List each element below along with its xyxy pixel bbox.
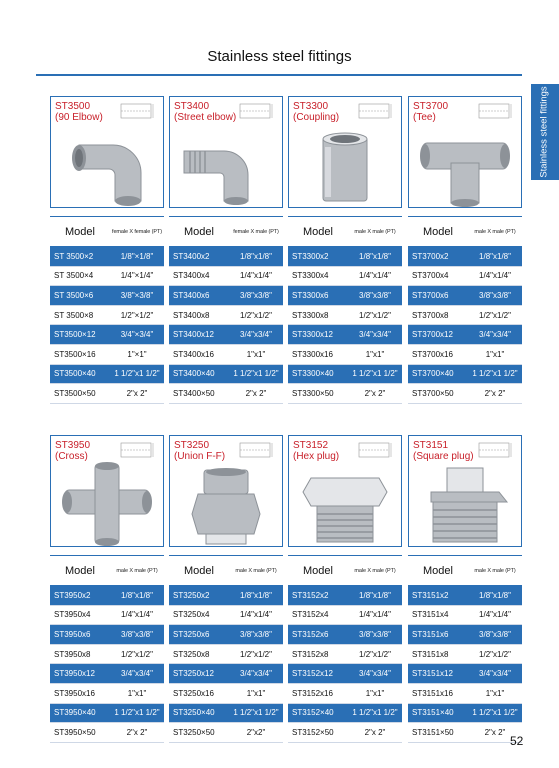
model-cell: ST3152x16	[292, 688, 333, 698]
table-row	[169, 625, 283, 645]
table-row	[50, 267, 164, 287]
type-header: male X male (PT)	[354, 228, 396, 235]
size-cell: 1 1/2"x1 1/2"	[114, 369, 160, 379]
model-cell: ST3250×50	[173, 727, 215, 737]
model-header: Model	[184, 564, 214, 577]
product-code-label	[174, 440, 225, 462]
table-row	[288, 365, 402, 385]
size-cell: 3/4"x3/4"	[479, 669, 511, 679]
size-cell: 3/4"x3/4"	[240, 669, 272, 679]
size-table	[288, 555, 402, 743]
model-cell: ST3300x12	[292, 330, 333, 340]
table-row	[50, 684, 164, 704]
table-row	[288, 625, 402, 645]
model-cell: ST3400x16	[173, 349, 214, 359]
product-code: ST3950	[55, 440, 91, 451]
table-row	[50, 586, 164, 606]
table-row	[169, 286, 283, 306]
model-cell: ST3950×50	[54, 727, 96, 737]
cross-icon	[51, 454, 163, 547]
model-header: Model	[423, 225, 453, 238]
model-cell: ST3950x2	[54, 590, 91, 600]
product-code: ST3250	[174, 440, 210, 451]
table-header	[288, 217, 402, 247]
size-cell: 1/2"x1/2"	[240, 310, 272, 320]
size-cell: 3/8"x3/8"	[359, 290, 391, 300]
model-cell: ST3300×50	[292, 388, 334, 398]
table-row	[50, 664, 164, 684]
model-cell: ST3950x8	[54, 649, 91, 659]
size-cell: 3/8"x3/8"	[359, 629, 391, 639]
size-cell: 1"×1"	[127, 349, 147, 359]
table-row	[288, 684, 402, 704]
table-row	[408, 704, 522, 724]
table-header	[408, 556, 522, 586]
table-row	[408, 267, 522, 287]
table-row	[288, 586, 402, 606]
model-cell: ST3400x2	[173, 251, 210, 261]
model-cell: ST3250x6	[173, 629, 210, 639]
model-cell: ST3152x12	[292, 669, 333, 679]
model-cell: ST3250x12	[173, 669, 214, 679]
size-cell: 1 1/2"x1 1/2"	[352, 708, 398, 718]
size-cell: 1"x1"	[365, 349, 385, 359]
size-cell: 1/4"x1/4"	[479, 610, 511, 620]
size-cell: 1/4"x1/4"	[240, 271, 272, 281]
size-cell: 1/4"x1/4"	[479, 271, 511, 281]
size-cell: 3/8"x3/8"	[240, 290, 272, 300]
table-row	[288, 645, 402, 665]
table-row	[169, 306, 283, 326]
type-header: female X male (PT)	[233, 228, 279, 235]
model-cell: ST3950×40	[54, 708, 96, 718]
model-cell: ST3250x16	[173, 688, 214, 698]
model-cell: ST3151x4	[412, 610, 449, 620]
model-cell: ST3700×40	[412, 369, 454, 379]
product-subtitle: (Square plug)	[413, 451, 474, 462]
size-cell: 1/2"x1/2"	[359, 649, 391, 659]
model-cell: ST3152x2	[292, 590, 329, 600]
table-row	[288, 723, 402, 743]
size-cell: 1/8"x1/8"	[359, 251, 391, 261]
table-row	[408, 645, 522, 665]
size-table	[408, 216, 522, 404]
size-cell: 1"x1"	[365, 688, 385, 698]
model-cell: ST3400x12	[173, 330, 214, 340]
size-cell: 1/2"x1/2"	[359, 310, 391, 320]
model-cell: ST3152×50	[292, 727, 334, 737]
model-cell: ST3500×40	[54, 369, 96, 379]
street-elbow-icon	[170, 115, 282, 208]
size-cell: 1 1/2"x1 1/2"	[114, 708, 160, 718]
model-cell: ST3300x4	[292, 271, 329, 281]
table-row	[408, 606, 522, 626]
size-cell: 2"x2"	[246, 727, 266, 737]
product-subtitle: (Tee)	[413, 112, 436, 123]
model-cell: ST3700×50	[412, 388, 454, 398]
size-cell: 1/8"x1/8"	[121, 590, 153, 600]
size-cell: 1 1/2"x1 1/2"	[472, 708, 518, 718]
size-cell: 1/4"×1/4"	[120, 271, 154, 281]
size-cell: 1/8"x1/8"	[240, 590, 272, 600]
model-cell: ST3250x4	[173, 610, 210, 620]
table-row	[169, 645, 283, 665]
table-row	[50, 606, 164, 626]
product-card	[169, 435, 283, 547]
model-cell: ST3300x16	[292, 349, 333, 359]
size-cell: 3/4"×3/4"	[120, 330, 154, 340]
table-row	[408, 306, 522, 326]
table-row	[169, 664, 283, 684]
title-divider	[36, 74, 522, 76]
model-cell: ST3300x2	[292, 251, 329, 261]
table-row	[169, 384, 283, 404]
size-cell: 1 1/2"x1 1/2"	[472, 369, 518, 379]
size-cell: 2"x 2"	[364, 388, 386, 398]
size-cell: 1"x1"	[246, 349, 266, 359]
product-subtitle: (Union F-F)	[174, 451, 226, 462]
model-cell: ST3400×50	[173, 388, 215, 398]
model-cell: ST3400x8	[173, 310, 210, 320]
product-card	[50, 96, 164, 208]
table-row	[50, 704, 164, 724]
table-row	[288, 267, 402, 287]
table-row	[408, 286, 522, 306]
type-header: male X male (PT)	[235, 567, 277, 574]
model-cell: ST 3500×4	[54, 271, 94, 281]
table-row	[50, 384, 164, 404]
model-cell: ST 3500×2	[54, 251, 94, 261]
tee-icon	[409, 115, 521, 208]
model-cell: ST3500×12	[54, 330, 96, 340]
product-card	[169, 96, 283, 208]
table-header	[50, 556, 164, 586]
size-cell: 3/8"x3/8"	[240, 629, 272, 639]
size-cell: 1/4"x1/4"	[240, 610, 272, 620]
model-cell: ST 3500×8	[54, 310, 94, 320]
table-row	[288, 606, 402, 626]
elbow-90-icon	[51, 115, 163, 208]
model-cell: ST3700x16	[412, 349, 453, 359]
table-row	[50, 365, 164, 385]
model-cell: ST3950x12	[54, 669, 95, 679]
model-header: Model	[303, 564, 333, 577]
size-cell: 1/8"×1/8"	[120, 251, 154, 261]
table-row	[288, 384, 402, 404]
page-title: Stainless steel fittings	[207, 48, 352, 65]
size-cell: 1/2"x1/2"	[479, 310, 511, 320]
table-row	[169, 723, 283, 743]
model-header: Model	[423, 564, 453, 577]
table-row	[169, 365, 283, 385]
product-card	[50, 435, 164, 547]
model-cell: ST3300x6	[292, 290, 329, 300]
type-header: male X male (PT)	[474, 567, 516, 574]
size-cell: 3/4"x3/4"	[240, 330, 272, 340]
size-cell: 1"x1"	[485, 349, 505, 359]
model-cell: ST3700x8	[412, 310, 449, 320]
square-plug-icon	[409, 454, 521, 547]
table-row	[50, 247, 164, 267]
product-code-label	[174, 101, 236, 123]
table-row	[288, 306, 402, 326]
size-cell: 1 1/2"x1 1/2"	[233, 708, 279, 718]
model-cell: ST3151x8	[412, 649, 449, 659]
size-table	[169, 555, 283, 743]
product-card	[288, 435, 402, 547]
product-code: ST3152	[293, 440, 329, 451]
size-cell: 1 1/2"x1 1/2"	[352, 369, 398, 379]
hex-plug-icon	[289, 454, 401, 547]
size-cell: 1/2"×1/2"	[120, 310, 154, 320]
model-cell: ST3250x2	[173, 590, 210, 600]
table-row	[288, 286, 402, 306]
product-code: ST3700	[413, 101, 449, 112]
product-subtitle: (Hex plug)	[293, 451, 340, 462]
size-cell: 1"x1"	[485, 688, 505, 698]
product-code: ST3400	[174, 101, 210, 112]
table-header	[288, 556, 402, 586]
model-cell: ST3700x2	[412, 251, 449, 261]
product-subtitle: (Street elbow)	[174, 112, 237, 123]
size-cell: 1"x1"	[127, 688, 147, 698]
table-row	[408, 345, 522, 365]
table-row	[408, 325, 522, 345]
table-row	[169, 247, 283, 267]
size-cell: 3/4"x3/4"	[359, 330, 391, 340]
table-row	[50, 306, 164, 326]
model-cell: ST3950x16	[54, 688, 95, 698]
size-cell: 1/8"x1/8"	[479, 251, 511, 261]
size-table	[50, 555, 164, 743]
size-cell: 1/4"x1/4"	[359, 610, 391, 620]
table-row	[408, 723, 522, 743]
size-cell: 1/4"x1/4"	[359, 271, 391, 281]
type-header: male X male (PT)	[474, 228, 516, 235]
table-row	[288, 664, 402, 684]
model-cell: ST3152×40	[292, 708, 334, 718]
size-cell: 1/2"x1/2"	[479, 649, 511, 659]
model-header: Model	[303, 225, 333, 238]
model-cell: ST3400×40	[173, 369, 215, 379]
table-row	[50, 286, 164, 306]
table-row	[169, 325, 283, 345]
table-row	[50, 345, 164, 365]
table-row	[408, 625, 522, 645]
size-table	[288, 216, 402, 404]
size-cell: 1/2"x1/2"	[121, 649, 153, 659]
model-cell: ST3400x6	[173, 290, 210, 300]
side-tab-label: Stainless steel fittings	[539, 86, 551, 178]
size-table	[408, 555, 522, 743]
size-cell: 1"x1"	[246, 688, 266, 698]
model-cell: ST3950x6	[54, 629, 91, 639]
model-cell: ST3250×40	[173, 708, 215, 718]
product-card	[408, 96, 522, 208]
model-header: Model	[184, 225, 214, 238]
table-header	[50, 217, 164, 247]
model-cell: ST3700x12	[412, 330, 453, 340]
size-cell: 1/4"x1/4"	[121, 610, 153, 620]
type-header: male X male (PT)	[354, 567, 396, 574]
size-cell: 2"x 2"	[484, 388, 506, 398]
table-row	[288, 704, 402, 724]
table-row	[50, 325, 164, 345]
model-cell: ST 3500×6	[54, 290, 94, 300]
size-table	[169, 216, 283, 404]
product-subtitle: (Coupling)	[293, 112, 340, 123]
product-card	[288, 96, 402, 208]
table-row	[288, 325, 402, 345]
product-subtitle: (Cross)	[55, 451, 88, 462]
table-row	[408, 684, 522, 704]
product-code-label	[55, 101, 103, 123]
model-cell: ST3151x16	[412, 688, 453, 698]
size-cell: 1/8"x1/8"	[240, 251, 272, 261]
model-cell: ST3500×16	[54, 349, 96, 359]
product-code-label	[413, 101, 448, 123]
model-header: Model	[65, 564, 95, 577]
model-cell: ST3152x4	[292, 610, 329, 620]
size-cell: 3/8"x3/8"	[479, 629, 511, 639]
product-code-label	[293, 101, 339, 123]
coupling-icon	[289, 115, 401, 208]
size-cell: 3/4"x3/4"	[479, 330, 511, 340]
model-cell: ST3700x4	[412, 271, 449, 281]
table-row	[169, 586, 283, 606]
type-header: female X female (PT)	[112, 228, 162, 235]
model-cell: ST3151×40	[412, 708, 454, 718]
table-row	[50, 645, 164, 665]
table-header	[169, 556, 283, 586]
product-code-label	[413, 440, 474, 462]
model-cell: ST3151x2	[412, 590, 449, 600]
model-header: Model	[65, 225, 95, 238]
size-cell: 3/8"x3/8"	[479, 290, 511, 300]
product-code: ST3151	[413, 440, 449, 451]
size-cell: 2"x 2"	[126, 727, 148, 737]
size-table	[50, 216, 164, 404]
table-row	[288, 345, 402, 365]
model-cell: ST3151x12	[412, 669, 453, 679]
table-row	[408, 664, 522, 684]
table-header	[169, 217, 283, 247]
table-row	[408, 365, 522, 385]
size-cell: 1/8"x1/8"	[479, 590, 511, 600]
model-cell: ST3151x6	[412, 629, 449, 639]
table-row	[169, 267, 283, 287]
table-row	[408, 247, 522, 267]
table-row	[408, 586, 522, 606]
model-cell: ST3300×40	[292, 369, 334, 379]
model-cell: ST3400x4	[173, 271, 210, 281]
type-header: male X male (PT)	[116, 567, 158, 574]
product-code: ST3500	[55, 101, 91, 112]
model-cell: ST3950x4	[54, 610, 91, 620]
union-icon	[170, 454, 282, 547]
table-row	[50, 625, 164, 645]
size-cell: 2"x 2"	[126, 388, 148, 398]
model-cell: ST3152x8	[292, 649, 329, 659]
size-cell: 3/8"x3/8"	[121, 629, 153, 639]
product-card	[408, 435, 522, 547]
size-cell: 3/8"×3/8"	[120, 290, 154, 300]
size-cell: 2"x 2"	[245, 388, 267, 398]
table-row	[169, 606, 283, 626]
model-cell: ST3700x6	[412, 290, 449, 300]
model-cell: ST3500×50	[54, 388, 96, 398]
model-cell: ST3250x8	[173, 649, 210, 659]
table-row	[288, 247, 402, 267]
model-cell: ST3300x8	[292, 310, 329, 320]
size-cell: 3/4"x3/4"	[359, 669, 391, 679]
table-row	[169, 684, 283, 704]
model-cell: ST3152x6	[292, 629, 329, 639]
size-cell: 2"x 2"	[484, 727, 506, 737]
size-cell: 1/8"x1/8"	[359, 590, 391, 600]
page-number: 52	[510, 734, 524, 748]
product-code-label	[55, 440, 90, 462]
table-header	[408, 217, 522, 247]
table-row	[50, 723, 164, 743]
product-code: ST3300	[293, 101, 329, 112]
product-code-label	[293, 440, 339, 462]
table-row	[169, 345, 283, 365]
size-cell: 1/2"x1/2"	[240, 649, 272, 659]
side-tab	[531, 84, 559, 180]
product-subtitle: (90 Elbow)	[55, 112, 103, 123]
size-cell: 1 1/2"x1 1/2"	[233, 369, 279, 379]
model-cell: ST3151×50	[412, 727, 454, 737]
table-row	[169, 704, 283, 724]
table-row	[408, 384, 522, 404]
size-cell: 3/4"x3/4"	[121, 669, 153, 679]
size-cell: 2"x 2"	[364, 727, 386, 737]
